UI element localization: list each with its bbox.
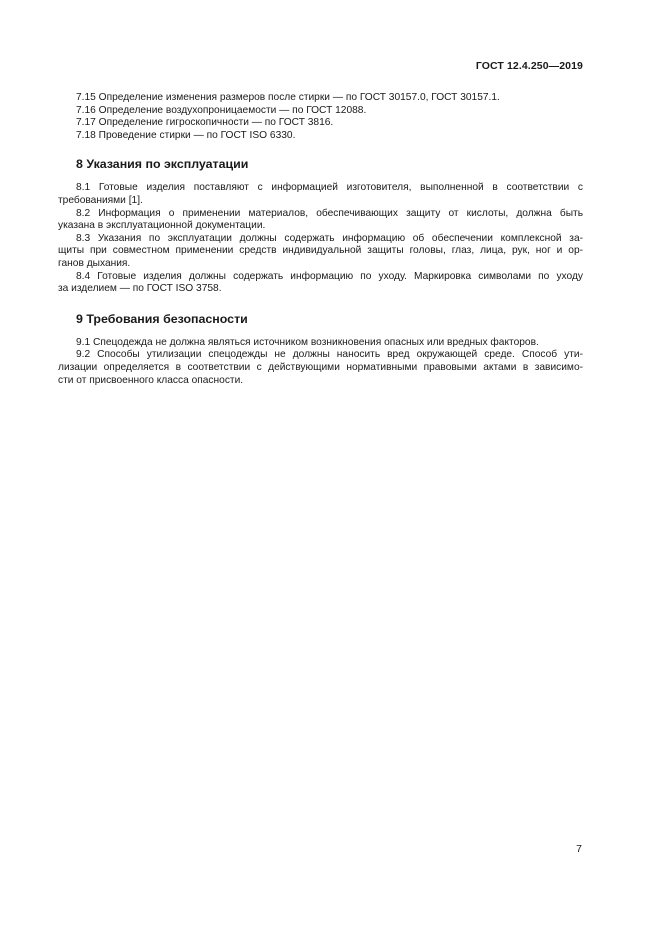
list-item: 7.17 Определение гигроскопичности — по ГОСТ 3816. [76, 117, 334, 129]
paragraph-line: 8.1 Готовые изделия поставляют с информацией изготовителя, выполненной в соответствии с [76, 182, 583, 194]
paragraph-line: 8.4 Готовые изделия должны содержать информацию по уходу. Маркировка символами по уходу [76, 270, 583, 282]
paragraph-line: щиты при совместном применении средств индивидуальной защиты головы, глаз, лица, рук, ног и ор- [58, 245, 583, 257]
paragraph-8-3 [58, 232, 583, 271]
section-9-body [58, 336, 583, 387]
paragraph-line: за изделием — по ГОСТ ISO 3758. [58, 283, 222, 295]
paragraph-line: 8.3 Указания по эксплуатации должны содержать информацию об обеспечении комплексной за- [76, 232, 583, 244]
list-item: 7.16 Определение воздухопроницаемости — по ГОСТ 12088. [76, 104, 367, 116]
paragraph-8-4 [58, 270, 583, 296]
paragraph-line: указана в эксплуатационной документации. [58, 220, 266, 232]
paragraph-8-1 [58, 182, 583, 207]
paragraph-line: требованиями [1]. [58, 194, 143, 206]
section-8-heading: 8 Указания по эксплуатации [76, 157, 249, 172]
paragraph-line: 9.2 Способы утилизации спецодежды не должны наносить вред окружающей среде. Способ ути- [76, 349, 583, 361]
document-body [58, 92, 583, 387]
paragraph-line: сти от присвоенного класса опасности. [58, 374, 244, 386]
page-number: 7 [576, 843, 582, 855]
paragraph-9-1 [76, 337, 583, 350]
paragraph-line: 9.1 Спецодежда не должна являться источником возникновения опасных или вредных факторов. [76, 336, 539, 348]
paragraph-line: лизации определяется в соответствии с действующими нормативными правовыми актами в зависимо- [58, 361, 583, 373]
section-9-heading: 9 Требования безопасности [76, 311, 248, 326]
paragraph-line: ганов дыхания. [58, 257, 131, 269]
paragraph-8-2 [58, 207, 583, 233]
paragraph-9-2 [58, 349, 583, 387]
list-item: 7.15 Определение изменения размеров после стирки — по ГОСТ 30157.0, ГОСТ 30157.1. [76, 92, 500, 103]
document-code: ГОСТ 12.4.250—2019 [475, 60, 583, 72]
section-7-list [76, 92, 583, 142]
section-8-body [58, 182, 583, 295]
list-item: 7.18 Проведение стирки — по ГОСТ ISO 6330. [76, 129, 296, 141]
paragraph-line: 8.2 Информация о применении материалов, обеспечивающих защиту от кислоты, должна быть [76, 207, 583, 219]
